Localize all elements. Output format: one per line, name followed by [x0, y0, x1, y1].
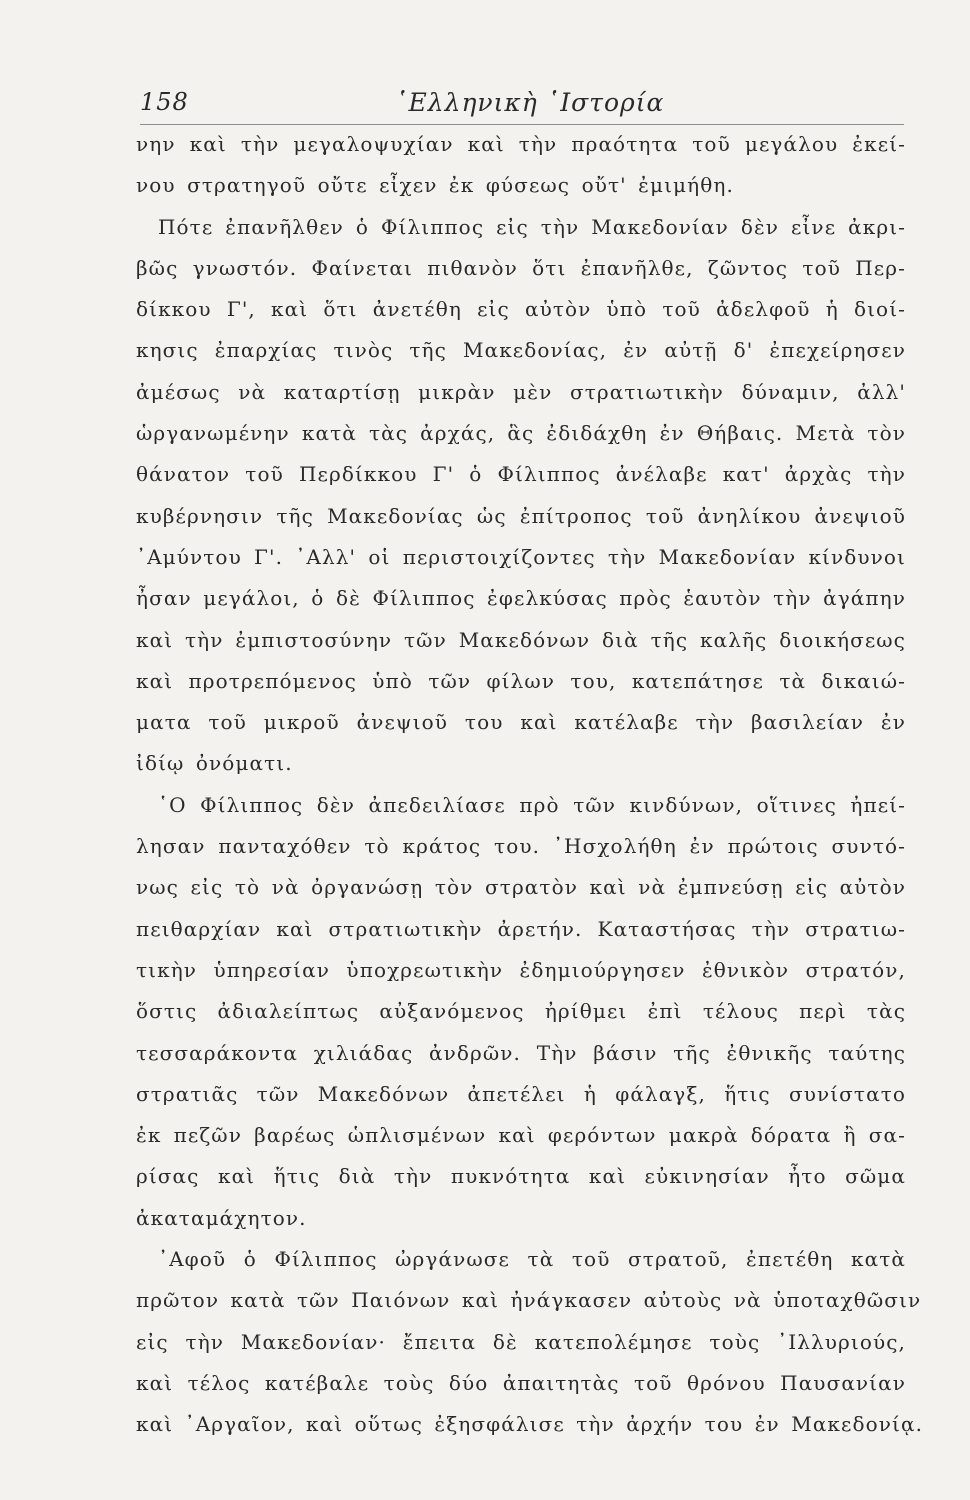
text-line: καὶ τέλος κατέβαλε τοὺς δύο ἀπαιτητὰς τοῦ θρόνου Παυσανίαν: [136, 1370, 906, 1395]
body-text: [136, 124, 924, 1446]
text-line: ὡργανωμένην κατὰ τὰς ἀρχάς, ἃς ἐδιδάχθη ἐν Θήβαις. Μετὰ τὸν: [136, 421, 906, 446]
page-number: 158: [140, 88, 189, 116]
text-line: στρατιᾶς τῶν Μακεδόνων ἀπετέλει ἡ φάλαγξ, ἥτις συνίστατο: [136, 1081, 906, 1106]
text-line: ἰδίῳ ὀνόματι.: [136, 751, 293, 776]
text-line: τεσσαράκοντα χιλιάδας ἀνδρῶν. Τὴν βάσιν τῆς ἐθνικῆς ταύτης: [136, 1040, 906, 1065]
text-line: εἰς τὴν Μακεδονίαν· ἔπειτα δὲ κατεπολέμησε τοὺς ᾿Ιλλυριούς,: [136, 1329, 906, 1354]
text-line: κυβέρνησιν τῆς Μακεδονίας ὡς ἐπίτροπος τοῦ ἀνηλίκου ἀνεψιοῦ: [136, 503, 906, 528]
text-line: πειθαρχίαν καὶ στρατιωτικὴν ἀρετήν. Καταστήσας τὴν στρατιω-: [136, 916, 906, 941]
paragraph-first-line: ᾿Αφοῦ ὁ Φίλιππος ὠργάνωσε τὰ τοῦ στρατοῦ, ἐπετέθη κατὰ: [158, 1247, 906, 1272]
text-line: λησαν πανταχόθεν τὸ κράτος του. ᾿Ησχολήθη ἐν πρώτοις συντό-: [136, 834, 906, 859]
text-line: ἐκ πεζῶν βαρέως ὡπλισμένων καὶ φερόντων μακρὰ δόρατα ἢ σα-: [136, 1123, 906, 1148]
text-line: ρίσας καὶ ἥτις διὰ τὴν πυκνότητα καὶ εὐκινησίαν ἦτο σῶμα: [136, 1164, 906, 1189]
text-line: κησις ἐπαρχίας τινὸς τῆς Μακεδονίας, ἐν αὐτῇ δ' ἐπεχείρησεν: [136, 338, 906, 363]
text-line: νην καὶ τὴν μεγαλοψυχίαν καὶ τὴν πραότητα τοῦ μεγάλου ἐκεί-: [136, 132, 906, 156]
text-line: καὶ ᾿Αργαῖον, καὶ οὕτως ἐξησφάλισε τὴν ἀρχήν του ἐν Μακεδονίᾳ.: [136, 1412, 924, 1437]
text-line: ὅστις ἀδιαλείπτως αὐξανόμενος ἠρίθμει ἐπὶ τέλους περὶ τὰς: [136, 999, 906, 1024]
paragraph-first-line: Πότε ἐπανῆλθεν ὁ Φίλιππος εἰς τὴν Μακεδονίαν δὲν εἶνε ἀκρι-: [158, 214, 906, 239]
text-line: ἀμέσως νὰ καταρτίσῃ μικρὰν μὲν στρατιωτικὴν δύναμιν, ἀλλ': [136, 379, 906, 404]
page-header: [140, 88, 900, 124]
text-line: νως εἰς τὸ νὰ ὀργανώσῃ τὸν στρατὸν καὶ νὰ ἐμπνεύσῃ εἰς αὐτὸν: [136, 875, 906, 900]
text-line: θάνατον τοῦ Περδίκκου Γ' ὁ Φίλιππος ἀνέλαβε κατ' ἀρχὰς τὴν: [136, 462, 906, 487]
text-line: καὶ τὴν ἐμπιστοσύνην τῶν Μακεδόνων διὰ τῆς καλῆς διοικήσεως: [136, 627, 906, 652]
text-line: ἀκαταμάχητον.: [136, 1205, 307, 1230]
text-line: καὶ προτρεπόμενος ὑπὸ τῶν φίλων του, κατεπάτησε τὰ δικαιώ-: [136, 668, 906, 693]
text-line: νου στρατηγοῦ οὔτε εἶχεν ἐκ φύσεως οὔτ' ἐμιμήθη.: [136, 173, 734, 198]
text-line: ματα τοῦ μικροῦ ἀνεψιοῦ του καὶ κατέλαβε τὴν βασιλείαν ἐν: [136, 710, 906, 735]
text-line: ᾿Αμύντου Γ'. ᾿Αλλ' οἱ περιστοιχίζοντες τὴν Μακεδονίαν κίνδυνοι: [136, 544, 906, 569]
running-title: ῾Ελληνικὴ ῾Ιστορία: [395, 88, 665, 117]
text-line: πρῶτον κατὰ τῶν Παιόνων καὶ ἠνάγκασεν αὐτοὺς νὰ ὑποταχθῶσιν: [136, 1288, 922, 1313]
text-line: βῶς γνωστόν. Φαίνεται πιθανὸν ὅτι ἐπανῆλθε, ζῶντος τοῦ Περ-: [136, 255, 906, 280]
text-line: τικὴν ὑπηρεσίαν ὑποχρεωτικὴν ἐδημιούργησεν ἐθνικὸν στρατόν,: [136, 957, 906, 982]
text-line: ἦσαν μεγάλοι, ὁ δὲ Φίλιππος ἐφελκύσας πρὸς ἑαυτὸν τὴν ἀγάπην: [136, 586, 906, 611]
paragraph-first-line: ῾Ο Φίλιππος δὲν ἀπεδειλίασε πρὸ τῶν κινδύνων, οἵτινες ἠπεί-: [158, 792, 906, 817]
text-line: δίκκου Γ', καὶ ὅτι ἀνετέθη εἰς αὐτὸν ὑπὸ τοῦ ἀδελφοῦ ἡ διοί-: [136, 297, 906, 322]
